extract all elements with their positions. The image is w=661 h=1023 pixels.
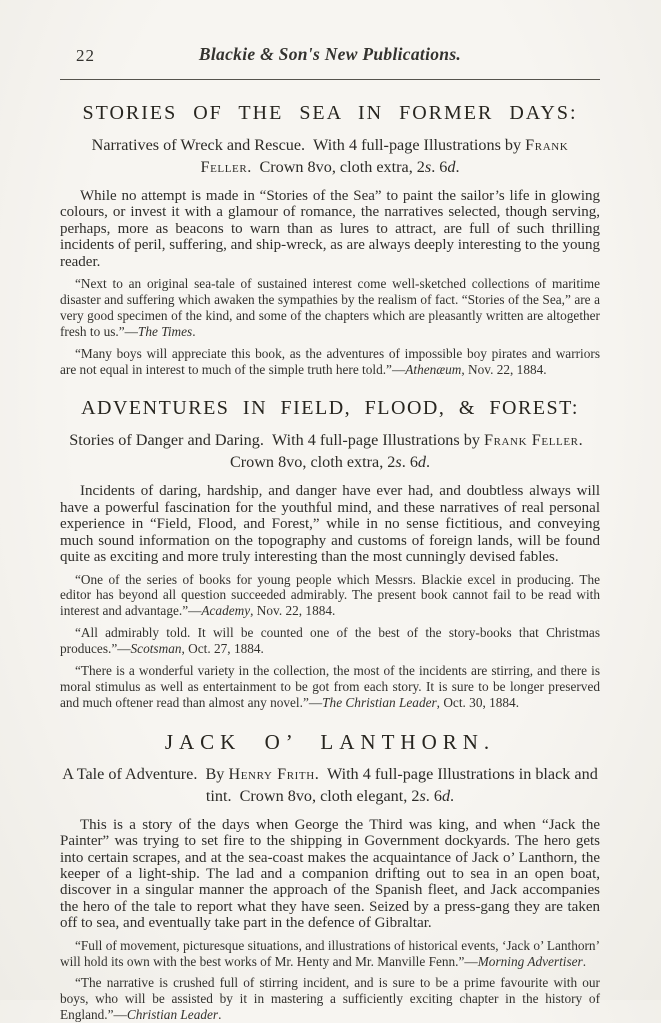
text-segment: d xyxy=(417,453,426,472)
text-segment: “The narrative is crushed full of stirring incident, and is sure to be a prime favourite with our boys, who will be assisted by it in mastering a sufficiently exciting chapter in the history of England.”— xyxy=(60,975,600,1023)
text-segment: . Crown 8vo, cloth extra, 2 xyxy=(229,431,591,472)
text-segment: Scotsman xyxy=(130,641,182,657)
text-segment: Christian Leader xyxy=(126,1007,219,1023)
text-segment: . xyxy=(218,1007,222,1023)
review-quote xyxy=(60,625,600,657)
review-quote xyxy=(60,663,600,711)
text-segment: “All admirably told. It will be counted one of the best of the story-books that Christmas produces.”— xyxy=(60,625,600,657)
page-number: 22 xyxy=(76,46,95,65)
text-segment: Stories of Danger and Daring. With 4 full-page Illustrations by xyxy=(69,431,484,450)
text-segment: Athenæum xyxy=(405,361,462,377)
book-description: This is a story of the days when George the Third was king, and when “Jack the Painter” was trying to set fire to the shipping in Government dockyards. The hero gets into certain scrapes, and at the sea-coast makes the acquaintance of Jack o’ Lanthorn, the keeper of a light-ship. The lad and a companion drifting out to sea in an open boat, discover in a singular manner the approach of the Spanish fleet, and Jack accompanies the hero of the tale to report what they have seen. Seized by a press-gang they are taken off to sea, and eventually take part in the defence of Gibraltar. xyxy=(60,816,600,932)
text-segment: Frank Feller xyxy=(483,431,579,450)
text-segment: . 6 xyxy=(431,158,448,176)
running-title: Blackie & Son's New Publications. xyxy=(198,44,462,64)
text-segment: . 6 xyxy=(401,453,418,472)
text-segment: . xyxy=(455,158,460,176)
book-listing xyxy=(60,101,600,377)
text-segment: Henry Frith xyxy=(228,764,315,783)
book-listing xyxy=(60,730,600,1023)
text-segment: “Next to an original sea-tale of sustained interest come well-sketched collections of maritime disaster and suffering which awaken the sympathies by the realism of fact. “Stories of the Sea,” are a very good specimen of the kind, and some of the chapters which are pleasantly written are altogether fresh to us.”— xyxy=(60,276,600,339)
text-segment: The Times xyxy=(137,323,193,339)
book-description: While no attempt is made in “Stories of the Sea” to paint the sailor’s life in glowing colours, or invest it with a glamour of romance, the narratives selected, though serving, perhaps, more as beacons to warn than as lures to attract, are full of such thrilling incidents of peril, suffering, and ship-wreck, as are always deeply interesting to the young reader. xyxy=(60,188,600,270)
text-segment: Morning Advertiser xyxy=(477,953,583,969)
book-subtitle xyxy=(60,763,600,807)
review-quote xyxy=(60,276,600,340)
text-segment: , Nov. 22, 1884. xyxy=(461,361,547,377)
page-header xyxy=(60,44,600,70)
text-segment: , Oct. 27, 1884. xyxy=(181,641,264,657)
text-segment: “One of the series of books for young people which Messrs. Blackie excel in producing. The editor has beyond all question succeeded admirably. The present book cannot fail to be read with interest and advantage.”— xyxy=(60,571,600,619)
text-segment: , Nov. 22, 1884. xyxy=(250,603,336,619)
text-segment: “Many boys will appreciate this book, as the adventures of impossible boy pirates and warriors are not equal in interest to much of the simple truth here told.”— xyxy=(60,345,600,377)
book-subtitle xyxy=(60,429,600,473)
book-description: Incidents of daring, hardship, and danger have ever had, and doubtless always will have a powerful fascination for the youthful mind, and these narratives of real personal experience in “Field, Flood, and Forest,” while in no sense fictitious, and conveying much sound information on the topography and customs of foreign lands, will be found quite as exciting and more truly interesting than the most cunningly devised fables. xyxy=(60,483,600,566)
book-listing xyxy=(60,396,600,710)
text-segment: . Crown 8vo, cloth extra, 2 xyxy=(247,158,425,176)
text-segment: Narratives of Wreck and Rescue. With 4 full-page Illustrations by xyxy=(91,136,526,154)
text-segment: “Full of movement, picturesque situations, and illustrations of historical events, ‘Jack o’ Lanthorn’ will hold its own with the best works of Mr. Henty and Mr. Manville Fenn.”— xyxy=(60,937,600,969)
review-quote xyxy=(60,975,600,1023)
review-quote xyxy=(60,572,600,620)
book-subtitle xyxy=(60,134,600,178)
text-segment: . xyxy=(192,323,196,339)
text-segment: . xyxy=(582,953,587,969)
text-segment: s xyxy=(419,786,426,805)
text-segment: Frank Feller xyxy=(200,136,569,176)
text-segment: s xyxy=(424,158,432,176)
text-segment: , Oct. 30, 1884. xyxy=(436,694,520,710)
text-segment: . xyxy=(426,453,431,472)
book-listings xyxy=(60,101,600,1023)
review-quote xyxy=(60,346,600,378)
header-rule xyxy=(60,79,600,80)
book-title: JACK O’ LANTHORN. xyxy=(164,729,496,754)
review-quote xyxy=(60,938,600,970)
book-title: STORIES OF THE SEA IN FORMER DAYS: xyxy=(82,102,578,124)
book-title: ADVENTURES IN FIELD, FLOOD, & FOREST: xyxy=(81,397,579,420)
text-segment: . 6 xyxy=(425,786,442,805)
text-segment: The Christian Leader xyxy=(322,694,437,710)
text-segment: A Tale of Adventure. By xyxy=(62,764,229,783)
text-segment: d xyxy=(441,786,451,805)
text-segment: . With 4 full-page Illustrations in black and tint. Crown 8vo, cloth elegant, 2 xyxy=(205,764,598,805)
text-segment: s xyxy=(395,453,402,472)
text-segment: d xyxy=(447,158,456,176)
text-segment: “There is a wonderful variety in the collection, the most of the incidents are stirring, and there is moral stimulus as well as entertainment to be got from each story. It is sure to be longer preserved and much oftener read than almost any novel.”— xyxy=(60,663,600,710)
text-segment: . xyxy=(450,786,455,805)
text-segment: Academy xyxy=(201,603,251,619)
